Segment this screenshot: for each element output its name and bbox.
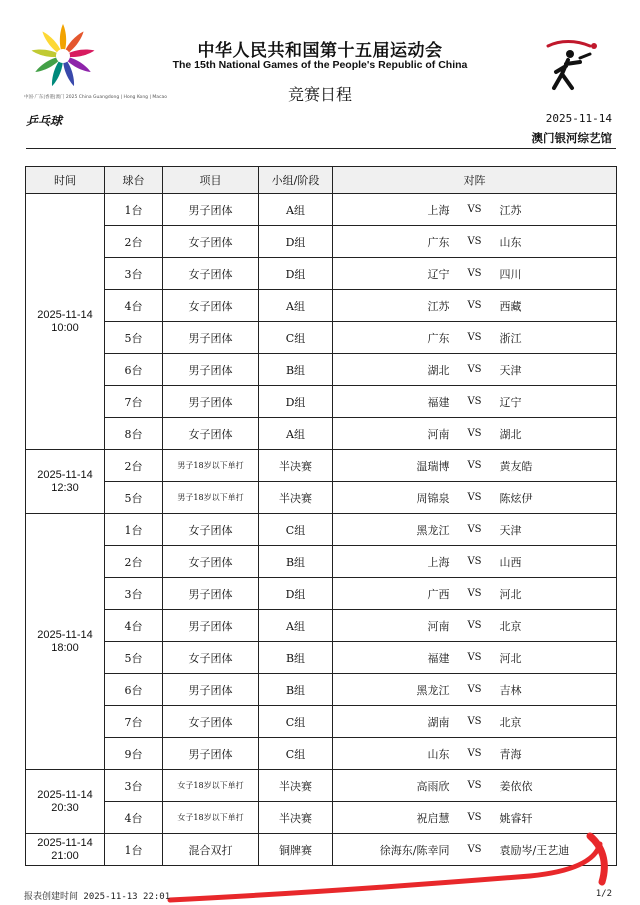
time-cell: 2025-11-14 12:30 xyxy=(26,450,105,514)
table-tennis-pictogram-icon xyxy=(540,34,604,94)
home-team: 温瑞博 xyxy=(416,459,450,473)
table-row xyxy=(26,610,617,642)
matchup-cell xyxy=(333,354,617,386)
matchup-cell xyxy=(333,674,617,706)
table-number-cell: 9台 xyxy=(105,738,163,770)
event-cell: 男子团体 xyxy=(163,610,259,642)
stage-cell: D组 xyxy=(259,258,333,290)
home-team: 湖南 xyxy=(427,715,450,729)
table-number-cell: 1台 xyxy=(105,834,163,866)
schedule-table xyxy=(25,166,617,866)
table-header-row xyxy=(26,167,617,194)
stage-cell: D组 xyxy=(259,386,333,418)
table-number-cell: 5台 xyxy=(105,322,163,354)
header-divider xyxy=(26,148,616,149)
stage-cell: 半决赛 xyxy=(259,482,333,514)
event-cell: 男子18岁以下单打 xyxy=(163,450,259,482)
vs-label: VS xyxy=(467,236,482,247)
table-row xyxy=(26,482,617,514)
matchup-cell xyxy=(333,258,617,290)
vs-label: VS xyxy=(467,652,482,663)
event-cell: 女子团体 xyxy=(163,226,259,258)
event-cell: 男子团体 xyxy=(163,354,259,386)
home-team: 湖北 xyxy=(427,363,450,377)
vs-label: VS xyxy=(467,460,482,471)
table-number-cell: 3台 xyxy=(105,770,163,802)
stage-cell: A组 xyxy=(259,610,333,642)
table-row xyxy=(26,258,617,290)
vs-label: VS xyxy=(467,428,482,439)
table-row xyxy=(26,642,617,674)
matchup-cell xyxy=(333,802,617,834)
home-team: 广东 xyxy=(427,235,450,249)
home-team: 上海 xyxy=(427,203,450,217)
report-created-time: 报表创建时间 2025-11-13 22:01 xyxy=(24,892,171,902)
away-team: 天津 xyxy=(499,363,522,377)
table-row xyxy=(26,738,617,770)
stage-cell: 铜牌赛 xyxy=(259,834,333,866)
event-cell: 女子团体 xyxy=(163,418,259,450)
home-team: 河南 xyxy=(427,427,450,441)
stage-cell: D组 xyxy=(259,578,333,610)
table-row xyxy=(26,706,617,738)
stage-cell: 半决赛 xyxy=(259,450,333,482)
home-team: 山东 xyxy=(427,747,450,761)
time-cell: 2025-11-14 20:30 xyxy=(26,770,105,834)
away-team: 天津 xyxy=(499,523,522,537)
event-cell: 混合双打 xyxy=(163,834,259,866)
away-team: 河北 xyxy=(499,651,522,665)
home-team: 辽宁 xyxy=(427,267,450,281)
stage-cell: 半决赛 xyxy=(259,802,333,834)
stage-cell: A组 xyxy=(259,290,333,322)
table-number-cell: 1台 xyxy=(105,514,163,546)
title-chinese: 中华人民共和国第十五届运动会 xyxy=(197,41,443,61)
stage-cell: B组 xyxy=(259,674,333,706)
vs-label: VS xyxy=(467,748,482,759)
matchup-cell xyxy=(333,546,617,578)
table-number-cell: 7台 xyxy=(105,386,163,418)
home-team: 徐海东/陈幸同 xyxy=(379,843,450,857)
table-row xyxy=(26,674,617,706)
stage-cell: A组 xyxy=(259,418,333,450)
schedule-subtitle: 竞赛日程 xyxy=(287,85,352,104)
table-row xyxy=(26,322,617,354)
time-cell: 2025-11-14 18:00 xyxy=(26,514,105,770)
stage-cell: D组 xyxy=(259,226,333,258)
table-number-cell: 4台 xyxy=(105,610,163,642)
stage-cell: C组 xyxy=(259,706,333,738)
event-cell: 男子团体 xyxy=(163,578,259,610)
event-cell: 女子团体 xyxy=(163,258,259,290)
table-number-cell: 3台 xyxy=(105,258,163,290)
matchup-cell xyxy=(333,482,617,514)
home-team: 高雨欣 xyxy=(416,779,450,793)
event-cell: 男子团体 xyxy=(163,322,259,354)
table-row xyxy=(26,226,617,258)
vs-label: VS xyxy=(467,780,482,791)
away-team: 西藏 xyxy=(499,299,522,313)
table-row xyxy=(26,770,617,802)
away-team: 袁励岑/王艺迪 xyxy=(499,843,570,857)
event-cell: 男子18岁以下单打 xyxy=(163,482,259,514)
away-team: 黄友皓 xyxy=(499,459,533,473)
away-team: 四川 xyxy=(499,267,522,281)
away-team: 陈炫伊 xyxy=(499,491,533,505)
table-row xyxy=(26,354,617,386)
matchup-cell xyxy=(333,450,617,482)
time-cell: 2025-11-14 10:00 xyxy=(26,194,105,450)
event-cell: 女子18岁以下单打 xyxy=(163,802,259,834)
table-row xyxy=(26,514,617,546)
table-number-cell: 4台 xyxy=(105,290,163,322)
home-team: 上海 xyxy=(427,555,450,569)
vs-label: VS xyxy=(467,300,482,311)
schedule-body xyxy=(26,194,617,866)
event-cell: 女子团体 xyxy=(163,290,259,322)
table-row xyxy=(26,290,617,322)
event-cell: 女子团体 xyxy=(163,642,259,674)
away-team: 辽宁 xyxy=(499,395,522,409)
home-team: 福建 xyxy=(427,395,450,409)
home-team: 周锦泉 xyxy=(416,491,450,505)
away-team: 吉林 xyxy=(499,683,522,697)
page-number: 1/2 xyxy=(595,889,612,899)
matchup-cell xyxy=(333,834,617,866)
home-team: 祝启慧 xyxy=(416,811,450,825)
event-cell: 女子18岁以下单打 xyxy=(163,770,259,802)
table-number-cell: 2台 xyxy=(105,226,163,258)
table-number-cell: 2台 xyxy=(105,450,163,482)
matchup-cell xyxy=(333,770,617,802)
matchup-cell xyxy=(333,610,617,642)
vs-label: VS xyxy=(467,716,482,727)
table-number-cell: 6台 xyxy=(105,674,163,706)
logo-caption: 中国·广东|香港|澳门 2025 China Guangdong | Hong Kong | Macao xyxy=(24,95,168,100)
table-row xyxy=(26,578,617,610)
matchup-cell xyxy=(333,642,617,674)
home-team: 黑龙江 xyxy=(416,523,450,537)
stage-cell: A组 xyxy=(259,194,333,226)
event-cell: 男子团体 xyxy=(163,674,259,706)
away-team: 北京 xyxy=(499,715,522,729)
home-team: 黑龙江 xyxy=(416,683,450,697)
stage-cell: B组 xyxy=(259,642,333,674)
table-number-cell: 1台 xyxy=(105,194,163,226)
away-team: 江苏 xyxy=(499,203,522,217)
vs-label: VS xyxy=(467,620,482,631)
column-header-time: 时间 xyxy=(26,167,105,194)
table-row xyxy=(26,194,617,226)
venue-label: 澳门银河综艺馆 xyxy=(531,131,612,145)
matchup-cell xyxy=(333,418,617,450)
column-header-matchup: 对阵 xyxy=(333,167,617,194)
matchup-cell xyxy=(333,322,617,354)
matchup-cell xyxy=(333,226,617,258)
sport-label: 乒乓球 xyxy=(26,114,63,128)
header-date: 2025-11-14 xyxy=(545,112,612,125)
table-row xyxy=(26,834,617,866)
away-team: 浙江 xyxy=(499,331,522,345)
time-cell: 2025-11-14 21:00 xyxy=(26,834,105,866)
event-cell: 男子团体 xyxy=(163,194,259,226)
event-cell: 女子团体 xyxy=(163,546,259,578)
vs-label: VS xyxy=(467,396,482,407)
stage-cell: C组 xyxy=(259,514,333,546)
away-team: 北京 xyxy=(499,619,522,633)
matchup-cell xyxy=(333,290,617,322)
matchup-cell xyxy=(333,194,617,226)
event-cell: 女子团体 xyxy=(163,706,259,738)
vs-label: VS xyxy=(467,588,482,599)
stage-cell: 半决赛 xyxy=(259,770,333,802)
table-number-cell: 2台 xyxy=(105,546,163,578)
table-number-cell: 5台 xyxy=(105,482,163,514)
stage-cell: C组 xyxy=(259,738,333,770)
event-cell: 女子团体 xyxy=(163,514,259,546)
vs-label: VS xyxy=(467,204,482,215)
home-team: 广西 xyxy=(427,587,450,601)
event-cell: 男子团体 xyxy=(163,386,259,418)
home-team: 广东 xyxy=(427,331,450,345)
vs-label: VS xyxy=(467,556,482,567)
table-number-cell: 6台 xyxy=(105,354,163,386)
away-team: 河北 xyxy=(499,587,522,601)
table-row xyxy=(26,418,617,450)
away-team: 山西 xyxy=(499,555,522,569)
stage-cell: C组 xyxy=(259,322,333,354)
matchup-cell xyxy=(333,514,617,546)
vs-label: VS xyxy=(467,684,482,695)
table-number-cell: 8台 xyxy=(105,418,163,450)
table-row xyxy=(26,386,617,418)
table-number-cell: 4台 xyxy=(105,802,163,834)
home-team: 河南 xyxy=(427,619,450,633)
matchup-cell xyxy=(333,386,617,418)
vs-label: VS xyxy=(467,524,482,535)
column-header-table: 球台 xyxy=(105,167,163,194)
vs-label: VS xyxy=(467,812,482,823)
vs-label: VS xyxy=(467,332,482,343)
table-number-cell: 7台 xyxy=(105,706,163,738)
vs-label: VS xyxy=(467,492,482,503)
column-header-stage: 小组/阶段 xyxy=(259,167,333,194)
stage-cell: B组 xyxy=(259,354,333,386)
table-number-cell: 3台 xyxy=(105,578,163,610)
vs-label: VS xyxy=(467,268,482,279)
home-team: 福建 xyxy=(427,651,450,665)
matchup-cell xyxy=(333,578,617,610)
vs-label: VS xyxy=(467,364,482,375)
away-team: 青海 xyxy=(499,747,522,761)
away-team: 湖北 xyxy=(499,427,522,441)
table-row xyxy=(26,546,617,578)
table-row xyxy=(26,802,617,834)
column-header-event: 项目 xyxy=(163,167,259,194)
title-english: The 15th National Games of the People's Republic of China xyxy=(172,59,468,71)
stage-cell: B组 xyxy=(259,546,333,578)
vs-label: VS xyxy=(467,844,482,855)
home-team: 江苏 xyxy=(427,299,450,313)
away-team: 姜依依 xyxy=(499,779,533,793)
matchup-cell xyxy=(333,738,617,770)
table-row xyxy=(26,450,617,482)
matchup-cell xyxy=(333,706,617,738)
away-team: 山东 xyxy=(499,235,522,249)
event-cell: 男子团体 xyxy=(163,738,259,770)
table-number-cell: 5台 xyxy=(105,642,163,674)
away-team: 姚睿轩 xyxy=(499,811,533,825)
schedule-table-wrap xyxy=(25,166,616,866)
